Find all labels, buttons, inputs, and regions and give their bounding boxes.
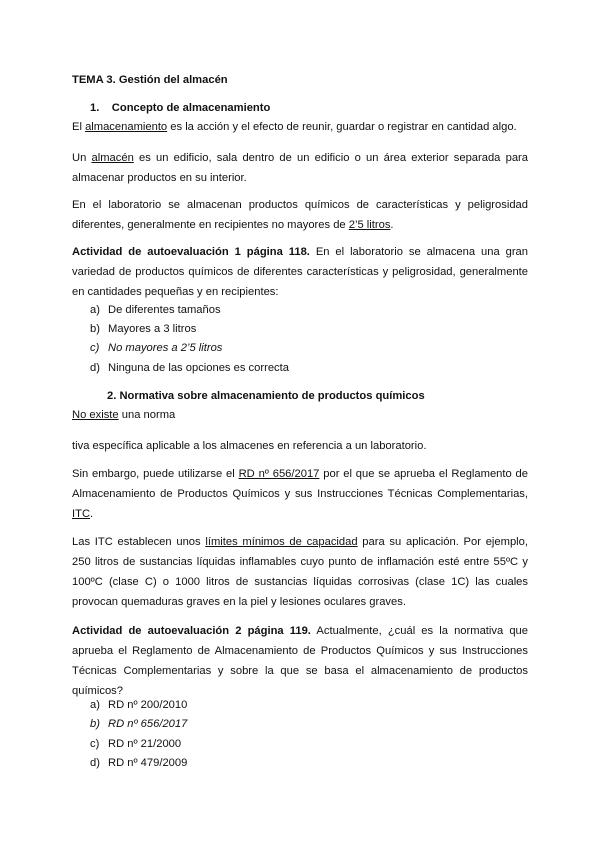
paragraph-itc-limites xyxy=(72,532,528,612)
activity-2-text: Actualmente, ¿cuál es la normativa que aprueba el Reglamento de Almacenamiento de Productos Químicos y sus Instrucciones Técnicas Complementarias y sobre la que se basa el almacenamiento de productos químicos? xyxy=(72,625,528,697)
p3-pre: En el laboratorio se almacenan productos químicos de características y peligrosidad diferentes, generalmente en recipientes no mayores de xyxy=(72,199,528,231)
activity-1-option-a xyxy=(90,300,221,320)
option-label: a) xyxy=(90,304,100,316)
option-text: RD nº 21/2000 xyxy=(108,738,182,750)
p6-post: . xyxy=(90,508,94,520)
activity-1-option-d xyxy=(90,358,289,378)
paragraph-rd-656 xyxy=(72,464,528,524)
option-text: RD nº 200/2010 xyxy=(108,699,188,711)
document-title: TEMA 3. Gestión del almacén xyxy=(72,74,228,86)
p6-mid: por el que se aprueba el Reglamento de Almacenamiento de Productos Químicos y sus Instrucciones Técnicas Complementarias, xyxy=(72,468,528,500)
activity-1-title: Actividad de autoevaluación 1 página 118. xyxy=(72,246,310,258)
option-label: b) xyxy=(90,718,100,730)
activity-2-question xyxy=(72,621,528,701)
p1-pre: El xyxy=(72,121,86,133)
activity-1-option-c xyxy=(90,338,222,358)
p3-post: . xyxy=(390,219,394,231)
activity-2-option-a xyxy=(90,695,187,715)
p6-pre: Sin embargo, puede utilizarse el xyxy=(72,468,239,480)
term-rd-656-2017: RD nº 656/2017 xyxy=(238,468,320,480)
term-volume: 2’5 litros xyxy=(348,219,391,231)
section-2-heading: 2. Normativa sobre almacenamiento de productos químicos xyxy=(107,390,425,402)
term-almacen: almacén xyxy=(91,152,134,164)
paragraph-especifica: tiva específica aplicable a los almacenes en referencia a un laboratorio. xyxy=(72,440,427,452)
term-limites: límites mínimos de capacidad xyxy=(205,536,358,548)
option-label: c) xyxy=(90,342,100,354)
p2-pre: Un xyxy=(72,152,92,164)
activity-1-option-b xyxy=(90,319,196,339)
paragraph-almacen xyxy=(72,148,528,188)
activity-2-title: Actividad de autoevaluación 2 página 119. xyxy=(72,625,311,637)
activity-2-option-d xyxy=(90,753,187,773)
p7-post: para su aplicación. Por ejemplo, 250 litros de sustancias líquidas inflamables cuyo punto de inflamación esté entre 55ºC y 100ºC (clase C) o 1000 litros de sustancias líquidas corrosivas (clase 1C) las cuales provocan quemaduras graves en la piel y lesiones oculares graves. xyxy=(72,536,528,608)
option-label: d) xyxy=(90,362,100,374)
option-text: Mayores a 3 litros xyxy=(108,323,197,335)
p4-post: una norma xyxy=(118,409,176,421)
paragraph-almacenamiento xyxy=(72,117,528,137)
activity-2-option-c xyxy=(90,734,181,754)
option-label: d) xyxy=(90,757,100,769)
paragraph-laboratorio xyxy=(72,195,528,235)
paragraph-no-existe xyxy=(72,405,528,425)
activity-2-option-b xyxy=(90,714,187,734)
p7-pre: Las ITC establecen unos xyxy=(72,536,206,548)
option-text: No mayores a 2’5 litros xyxy=(108,342,223,354)
option-text: Ninguna de las opciones es correcta xyxy=(108,362,289,374)
p1-post: es la acción y el efecto de reunir, guardar o registrar en cantidad algo. xyxy=(167,121,517,133)
option-text: De diferentes tamaños xyxy=(108,304,221,316)
section-1-number: 1. xyxy=(90,102,100,114)
option-label: a) xyxy=(90,699,100,711)
option-label: b) xyxy=(90,323,100,335)
activity-1-question xyxy=(72,242,528,302)
section-1-title: Concepto de almacenamiento xyxy=(111,102,271,114)
option-text: RD nº 656/2017 xyxy=(108,718,188,730)
activity-1-text: En el laboratorio se almacena una gran variedad de productos químicos de diferentes características y peligrosidad, generalmente en cantidades pequeñas y en recipientes: xyxy=(72,246,528,298)
option-text: RD nº 479/2009 xyxy=(108,757,188,769)
p2-post: es un edificio, sala dentro de un edificio o un área exterior separada para almacenar productos en su interior. xyxy=(72,152,528,184)
option-label: c) xyxy=(90,738,100,750)
term-no-existe: No existe xyxy=(72,409,119,421)
term-almacenamiento: almacenamiento xyxy=(85,121,168,133)
section-1-heading xyxy=(90,98,270,118)
term-itc: ITC xyxy=(72,508,91,520)
